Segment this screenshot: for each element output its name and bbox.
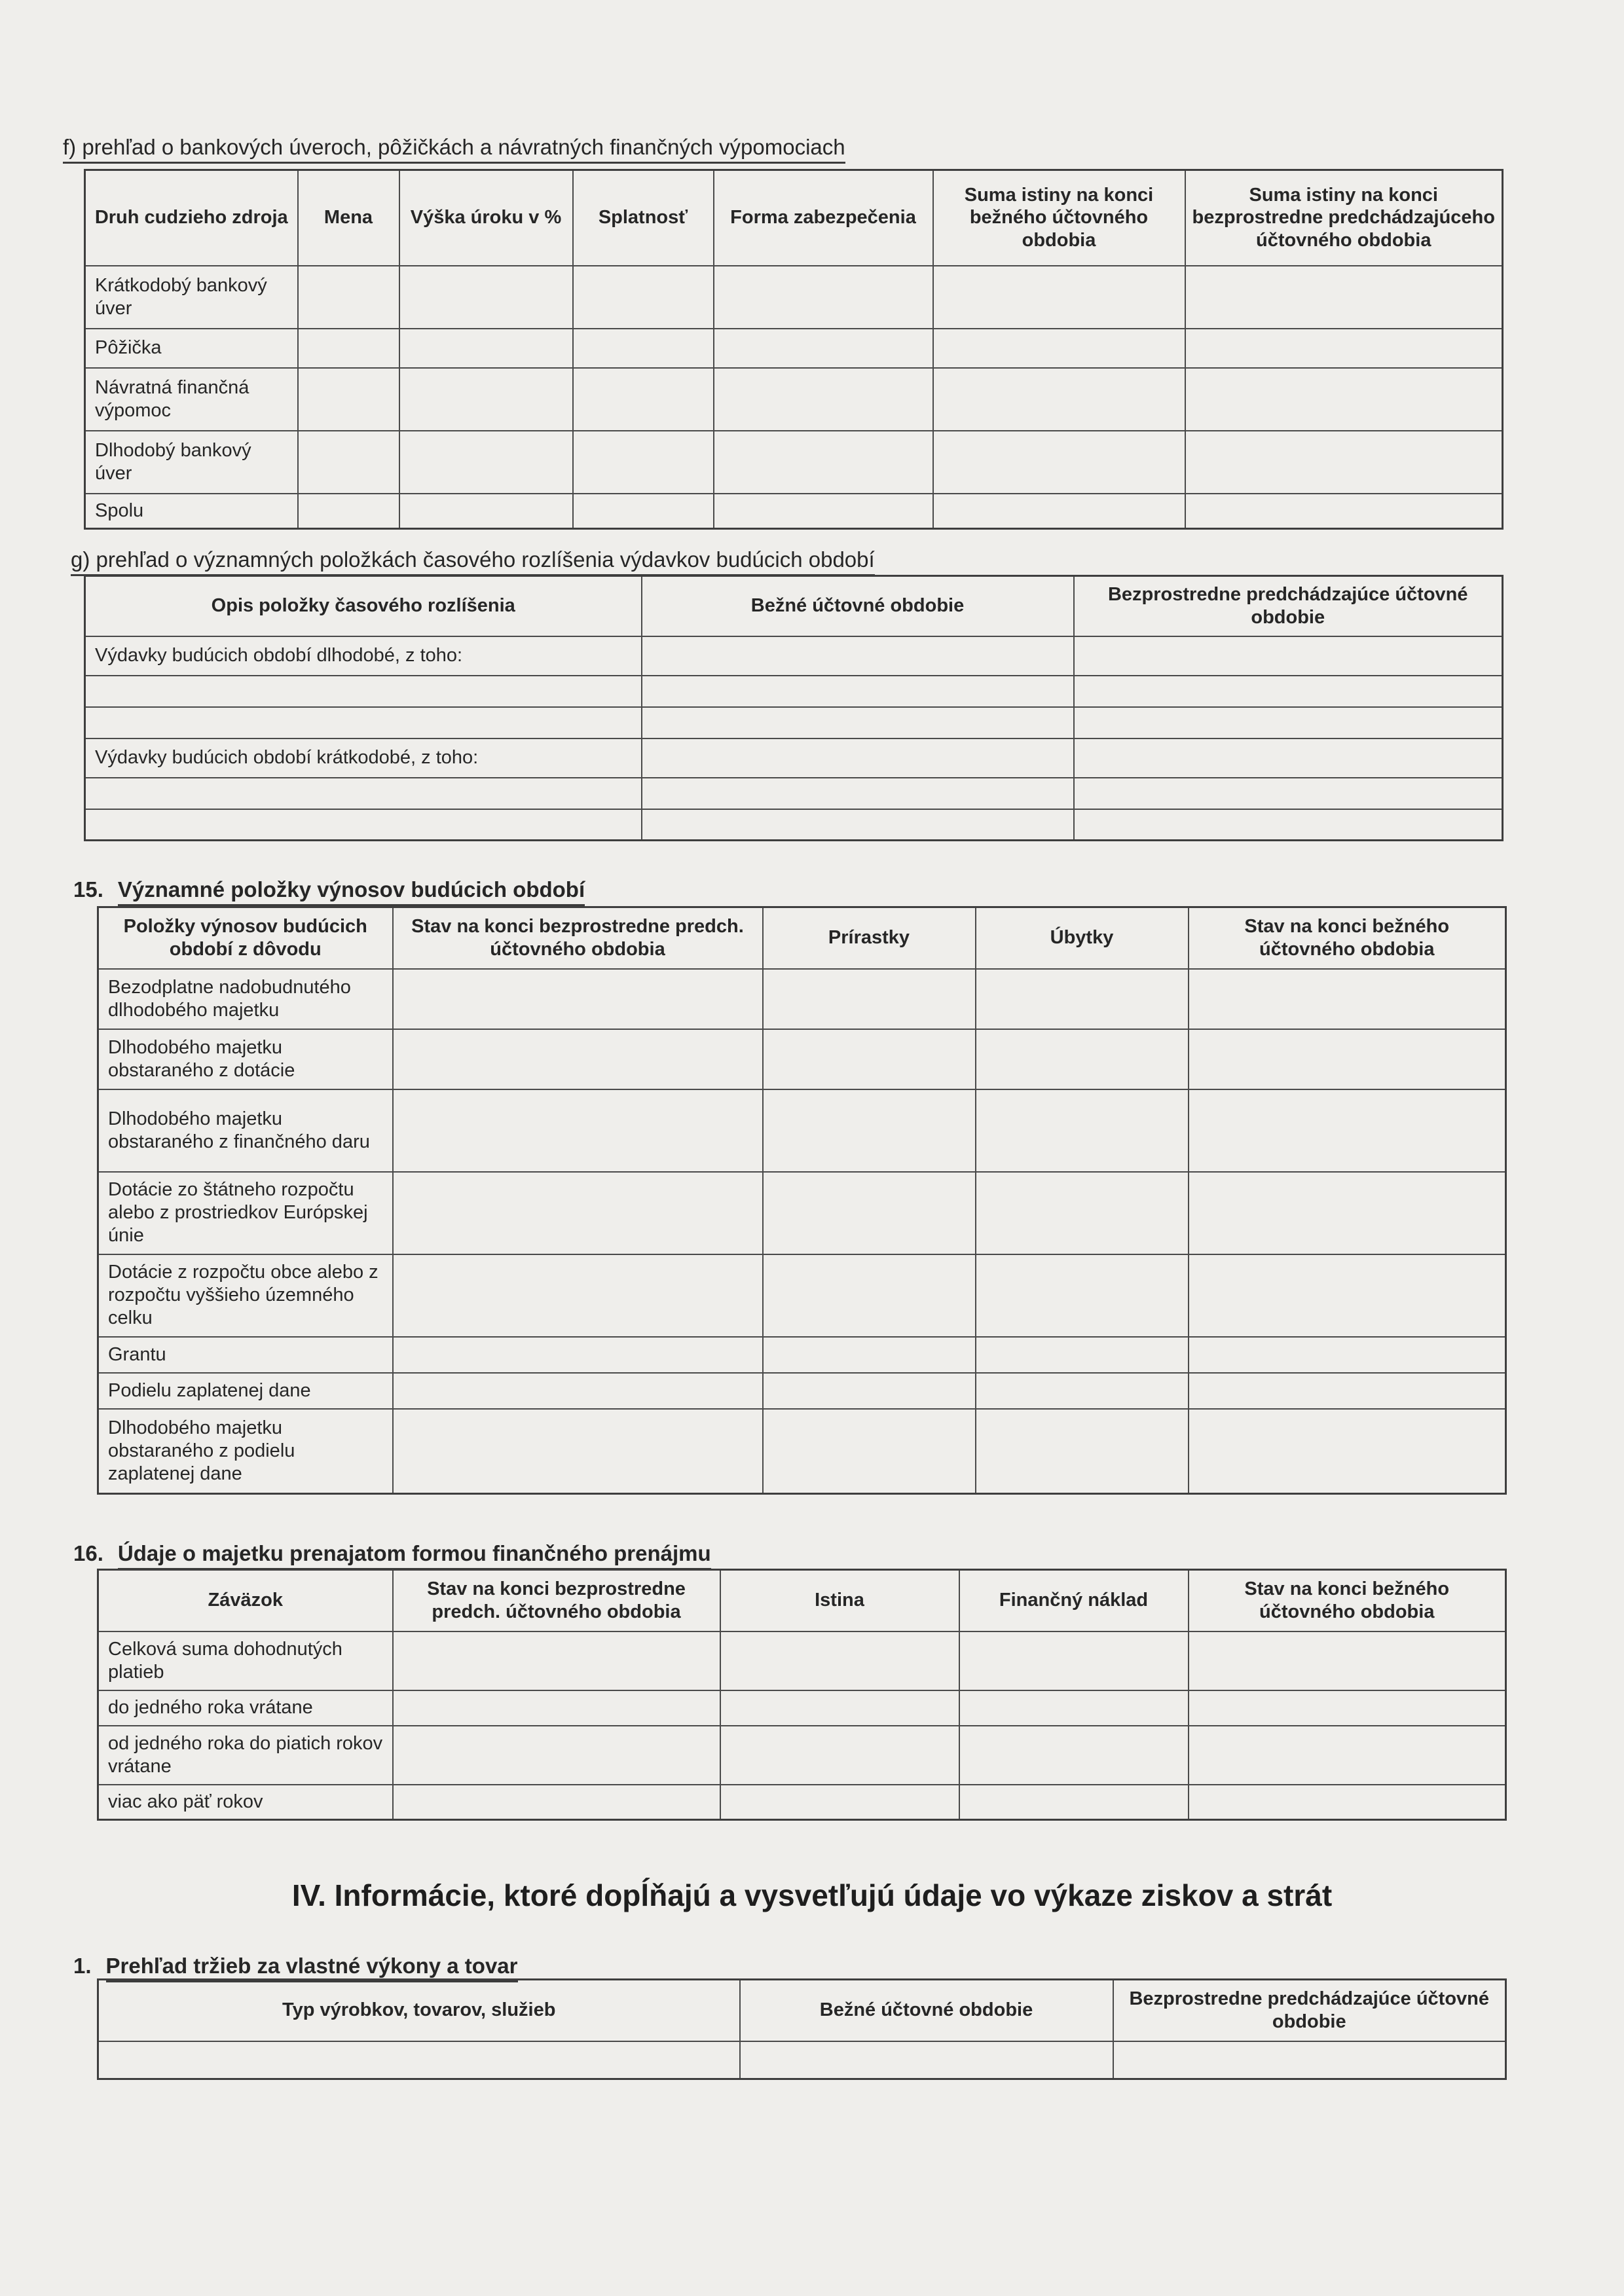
empty-cell <box>714 431 933 494</box>
row-label-cell: od jedného roka do piatich rokov vrátane <box>98 1726 393 1785</box>
section-g-heading <box>71 547 875 572</box>
empty-cell <box>642 707 1074 738</box>
empty-cell <box>399 431 573 494</box>
table-header-cell: Úbytky <box>976 907 1189 969</box>
empty-cell <box>740 2041 1113 2079</box>
empty-cell <box>763 1254 976 1337</box>
table-header-cell: Záväzok <box>98 1570 393 1631</box>
empty-cell <box>298 431 399 494</box>
empty-cell <box>573 494 714 529</box>
table-row <box>85 266 1503 329</box>
empty-cell <box>763 1029 976 1089</box>
empty-cell <box>720 1726 959 1785</box>
deferred-expenses-table <box>84 575 1504 841</box>
empty-cell <box>976 969 1189 1029</box>
empty-cell <box>976 1172 1189 1254</box>
empty-cell <box>85 778 642 809</box>
empty-cell <box>573 431 714 494</box>
table-row <box>98 969 1506 1029</box>
section-f-heading <box>63 135 845 160</box>
empty-cell <box>393 1172 763 1254</box>
empty-cell <box>1074 676 1503 707</box>
empty-cell <box>85 707 642 738</box>
row-label-cell: Podielu zaplatenej dane <box>98 1373 393 1409</box>
table-header-cell: Druh cudzieho zdroja <box>85 170 298 266</box>
empty-cell <box>959 1631 1189 1690</box>
empty-cell <box>959 1785 1189 1820</box>
empty-cell <box>1189 1254 1506 1337</box>
table-row <box>98 1029 1506 1089</box>
table-header-row <box>85 576 1503 636</box>
table-header-cell: Typ výrobkov, tovarov, služieb <box>98 1980 740 2041</box>
section-15-title: Významné položky výnosov budúcich období <box>118 877 585 906</box>
table-header-row <box>98 1980 1506 2041</box>
empty-cell <box>763 1172 976 1254</box>
row-label-cell: viac ako päť rokov <box>98 1785 393 1820</box>
empty-cell <box>393 1690 720 1726</box>
empty-cell <box>714 266 933 329</box>
table-header-cell: Forma zabezpečenia <box>714 170 933 266</box>
empty-cell <box>298 266 399 329</box>
table-header-cell: Výška úroku v % <box>399 170 573 266</box>
empty-cell <box>399 494 573 529</box>
table-header-cell: Istina <box>720 1570 959 1631</box>
section-f-heading-text: f) prehľad o bankových úveroch, pôžičkách a návratných finančných výpomociach <box>63 135 845 164</box>
table-row <box>98 1172 1506 1254</box>
empty-cell <box>1189 1631 1506 1690</box>
empty-cell <box>85 809 642 841</box>
table-header-cell: Mena <box>298 170 399 266</box>
empty-cell <box>976 1373 1189 1409</box>
table-row <box>85 676 1503 707</box>
empty-cell <box>1189 1409 1506 1494</box>
part-iv-heading-text: IV. Informácie, ktoré dopĺňajú a vysvetľujú údaje vo výkaze ziskov a strát <box>291 1878 1333 1912</box>
section-1-title: Prehľad tržieb za vlastné výkony a tovar <box>106 1954 518 1982</box>
empty-cell <box>1189 1337 1506 1373</box>
empty-cell <box>959 1690 1189 1726</box>
empty-cell <box>573 368 714 431</box>
section-15-number: 15. <box>73 877 103 902</box>
empty-cell <box>1185 266 1503 329</box>
empty-cell <box>1074 707 1503 738</box>
table-row <box>85 707 1503 738</box>
empty-cell <box>573 266 714 329</box>
empty-cell <box>1189 1172 1506 1254</box>
table-row <box>98 2041 1506 2079</box>
empty-cell <box>1189 969 1506 1029</box>
table-header-cell: Splatnosť <box>573 170 714 266</box>
section-15-heading <box>73 877 585 902</box>
empty-cell <box>1074 809 1503 841</box>
deferred-income-table <box>97 906 1507 1495</box>
table-row <box>98 1785 1506 1820</box>
empty-cell <box>1189 1029 1506 1089</box>
empty-cell <box>98 2041 740 2079</box>
empty-cell <box>933 329 1185 368</box>
table-header-cell: Finančný náklad <box>959 1570 1189 1631</box>
empty-cell <box>714 494 933 529</box>
row-label-cell: Výdavky budúcich období dlhodobé, z toho: <box>85 636 642 676</box>
empty-cell <box>720 1785 959 1820</box>
empty-cell <box>976 1337 1189 1373</box>
empty-cell <box>393 1409 763 1494</box>
empty-cell <box>85 676 642 707</box>
empty-cell <box>298 329 399 368</box>
empty-cell <box>933 368 1185 431</box>
row-label-cell: Dlhodobého majetku obstaraného z podielu zaplatenej dane <box>98 1409 393 1494</box>
table-header-cell: Stav na konci bežného účtovného obdobia <box>1189 1570 1506 1631</box>
row-label-cell: Dlhodobý bankový úver <box>85 431 298 494</box>
table-row <box>85 636 1503 676</box>
empty-cell <box>1189 1373 1506 1409</box>
empty-cell <box>763 969 976 1029</box>
table-header-cell: Stav na konci bezprostredne predch. účtovného obdobia <box>393 1570 720 1631</box>
empty-cell <box>1189 1089 1506 1172</box>
row-label-cell: Dlhodobého majetku obstaraného z finančného daru <box>98 1089 393 1172</box>
table-header-cell: Suma istiny na konci bežného účtovného obdobia <box>933 170 1185 266</box>
row-label-cell: Bezodplatne nadobudnutého dlhodobého majetku <box>98 969 393 1029</box>
table-header-cell: Bežné účtovné obdobie <box>740 1980 1113 2041</box>
table-row <box>98 1373 1506 1409</box>
empty-cell <box>720 1690 959 1726</box>
table-row <box>85 329 1503 368</box>
row-label-cell: Grantu <box>98 1337 393 1373</box>
table-header-row <box>98 907 1506 969</box>
empty-cell <box>976 1029 1189 1089</box>
table-row <box>98 1337 1506 1373</box>
table-header-cell: Stav na konci bezprostredne predch. účtovného obdobia <box>393 907 763 969</box>
empty-cell <box>763 1373 976 1409</box>
table-row <box>98 1409 1506 1494</box>
empty-cell <box>399 329 573 368</box>
row-label-cell: Dotácie zo štátneho rozpočtu alebo z prostriedkov Európskej únie <box>98 1172 393 1254</box>
table-header-cell: Stav na konci bežného účtovného obdobia <box>1189 907 1506 969</box>
row-label-cell: Výdavky budúcich období krátkodobé, z toho: <box>85 738 642 778</box>
empty-cell <box>933 431 1185 494</box>
empty-cell <box>976 1089 1189 1172</box>
empty-cell <box>1074 738 1503 778</box>
table-row <box>98 1254 1506 1337</box>
empty-cell <box>642 738 1074 778</box>
empty-cell <box>573 329 714 368</box>
empty-cell <box>393 969 763 1029</box>
empty-cell <box>393 1373 763 1409</box>
empty-cell <box>959 1726 1189 1785</box>
table-row <box>85 431 1503 494</box>
empty-cell <box>393 1089 763 1172</box>
table-row <box>98 1089 1506 1172</box>
row-label-cell: Pôžička <box>85 329 298 368</box>
empty-cell <box>1189 1726 1506 1785</box>
table-row <box>85 494 1503 529</box>
table-header-row <box>85 170 1503 266</box>
section-16-title: Údaje o majetku prenajatom formou finančného prenájmu <box>118 1541 711 1570</box>
table-header-cell: Opis položky časového rozlíšenia <box>85 576 642 636</box>
empty-cell <box>1074 778 1503 809</box>
empty-cell <box>1074 636 1503 676</box>
empty-cell <box>1185 329 1503 368</box>
empty-cell <box>763 1409 976 1494</box>
table-header-cell: Bezprostredne predchádzajúce účtovné obdobie <box>1074 576 1503 636</box>
table-header-row <box>98 1570 1506 1631</box>
empty-cell <box>1189 1785 1506 1820</box>
table-row <box>98 1726 1506 1785</box>
section-16-number: 16. <box>73 1541 103 1565</box>
empty-cell <box>642 809 1074 841</box>
row-label-cell: Návratná finančná výpomoc <box>85 368 298 431</box>
empty-cell <box>399 266 573 329</box>
empty-cell <box>720 1631 959 1690</box>
table-header-cell: Bezprostredne predchádzajúce účtovné obdobie <box>1113 1980 1506 2041</box>
table-row <box>85 738 1503 778</box>
table-row <box>85 778 1503 809</box>
row-label-cell: Dotácie z rozpočtu obce alebo z rozpočtu vyššieho územného celku <box>98 1254 393 1337</box>
row-label-cell: do jedného roka vrátane <box>98 1690 393 1726</box>
empty-cell <box>1185 431 1503 494</box>
table-row <box>85 368 1503 431</box>
empty-cell <box>1185 494 1503 529</box>
bank-loans-table <box>84 169 1504 530</box>
empty-cell <box>1113 2041 1506 2079</box>
empty-cell <box>763 1337 976 1373</box>
empty-cell <box>933 266 1185 329</box>
empty-cell <box>399 368 573 431</box>
empty-cell <box>393 1029 763 1089</box>
empty-cell <box>763 1089 976 1172</box>
section-1-heading <box>73 1954 518 1978</box>
table-header-cell: Prírastky <box>763 907 976 969</box>
table-header-cell: Suma istiny na konci bezprostredne predchádzajúceho účtovného obdobia <box>1185 170 1503 266</box>
empty-cell <box>976 1254 1189 1337</box>
empty-cell <box>393 1337 763 1373</box>
empty-cell <box>298 368 399 431</box>
empty-cell <box>298 494 399 529</box>
empty-cell <box>642 676 1074 707</box>
table-header-cell: Bežné účtovné obdobie <box>642 576 1074 636</box>
finance-lease-table <box>97 1569 1507 1821</box>
empty-cell <box>1185 368 1503 431</box>
empty-cell <box>393 1254 763 1337</box>
empty-cell <box>1189 1690 1506 1726</box>
empty-cell <box>393 1726 720 1785</box>
section-16-heading <box>73 1541 711 1566</box>
empty-cell <box>933 494 1185 529</box>
row-label-cell: Celková suma dohodnutých platieb <box>98 1631 393 1690</box>
empty-cell <box>642 636 1074 676</box>
empty-cell <box>642 778 1074 809</box>
empty-cell <box>393 1631 720 1690</box>
empty-cell <box>714 368 933 431</box>
section-1-number: 1. <box>73 1954 92 1978</box>
table-header-cell: Položky výnosov budúcich období z dôvodu <box>98 907 393 969</box>
table-row <box>98 1631 1506 1690</box>
revenue-overview-table <box>97 1978 1507 2080</box>
empty-cell <box>393 1785 720 1820</box>
row-label-cell: Spolu <box>85 494 298 529</box>
table-row <box>98 1690 1506 1726</box>
row-label-cell: Krátkodobý bankový úver <box>85 266 298 329</box>
row-label-cell: Dlhodobého majetku obstaraného z dotácie <box>98 1029 393 1089</box>
part-iv-heading <box>0 1878 1624 1913</box>
empty-cell <box>976 1409 1189 1494</box>
empty-cell <box>714 329 933 368</box>
table-row <box>85 809 1503 841</box>
section-g-heading-text: g) prehľad o významných položkách časového rozlíšenia výdavkov budúcich období <box>71 547 875 576</box>
